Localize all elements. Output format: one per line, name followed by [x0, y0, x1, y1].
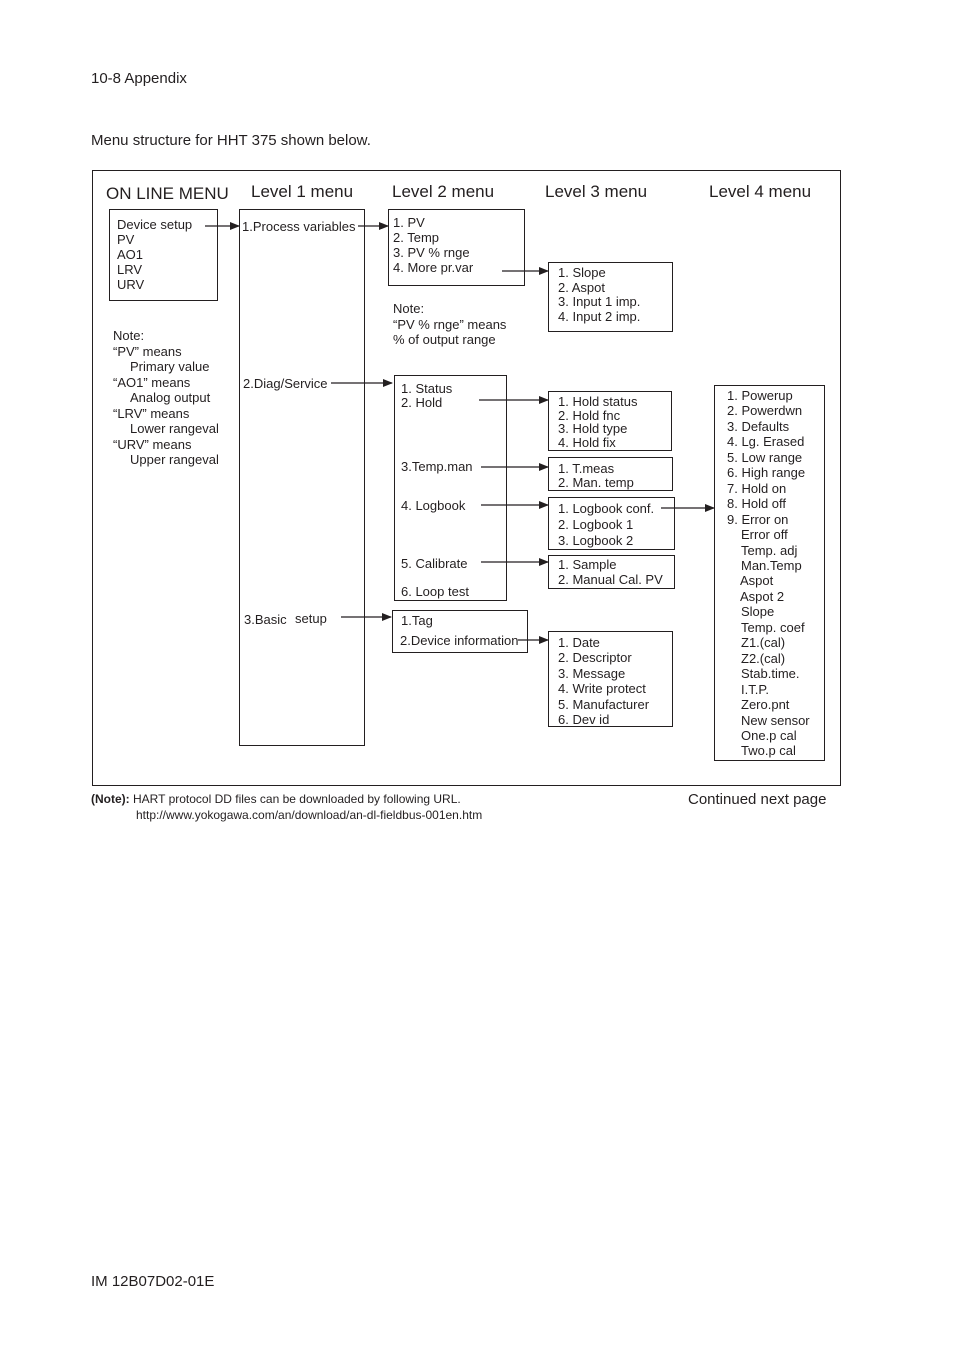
level3-item-manufacturer[interactable]: 5. Manufacturer [558, 696, 650, 712]
level1-item-diag-service[interactable]: 2.Diag/Service [243, 376, 328, 391]
level4-item[interactable]: New sensor [741, 712, 810, 728]
level3-item-logbook-conf[interactable]: 1. Logbook conf. [558, 501, 655, 516]
level4-item[interactable]: 6. High range [727, 465, 806, 481]
level3-item-input2[interactable]: 4. Input 2 imp. [558, 308, 641, 324]
level3-devinfo-list [558, 635, 649, 727]
level3-item-input1[interactable]: 3. Input 1 imp. [558, 294, 641, 310]
level2-item-hold[interactable]: 2. Hold [401, 395, 443, 410]
level3-item-man-temp[interactable]: 2. Man. temp [558, 474, 634, 490]
level4-item[interactable]: Man.Temp [741, 557, 802, 573]
level3-morepr-list [558, 266, 640, 324]
pv-note-line: Note: [393, 301, 425, 316]
online-item-device-setup[interactable]: Device setup [117, 217, 193, 232]
level2-item-status[interactable]: 1. Status [401, 381, 453, 396]
level2-item-loop-test[interactable]: 6. Loop test [401, 584, 469, 599]
level2-item-temp-man[interactable]: 3.Temp.man [401, 459, 473, 474]
level4-item[interactable]: Temp. adj [741, 542, 798, 558]
level4-item[interactable]: Zero.pnt [741, 697, 790, 713]
level3-tempman-list [558, 462, 634, 489]
level2-item-pv-rnge[interactable]: 3. PV % rnge [393, 245, 470, 260]
online-note-line: Upper rangeval [130, 452, 219, 467]
document-id: IM 12B07D02-01E [91, 1273, 215, 1290]
level2-item-calibrate[interactable]: 5. Calibrate [401, 556, 468, 571]
online-item-pv[interactable]: PV [117, 232, 135, 247]
level4-item[interactable]: Stab.time. [741, 666, 800, 682]
footer-note-text: HART protocol DD files can be downloaded by following URL. [133, 792, 461, 806]
level4-item[interactable]: Temp. coef [741, 619, 805, 635]
level4-item[interactable]: Slope [741, 604, 775, 620]
level3-hold-list [558, 395, 638, 449]
pv-note [393, 301, 506, 348]
level2-item-temp[interactable]: 2. Temp [393, 230, 440, 245]
pv-note-line: % of output range [393, 332, 496, 347]
level3-item-descriptor[interactable]: 2. Descriptor [558, 650, 632, 666]
level3-item-slope[interactable]: 1. Slope [558, 265, 606, 280]
level3-item-hold-status[interactable]: 1. Hold status [558, 394, 638, 409]
level3-item-message[interactable]: 3. Message [558, 665, 626, 681]
level3-item-dev-id[interactable]: 6. Dev id [558, 712, 610, 728]
footer-note-url[interactable]: http://www.yokogawa.com/an/download/an-dl-fieldbus-001en.htm [136, 808, 483, 822]
level2-item-pv[interactable]: 1. PV [393, 215, 425, 230]
level4-item[interactable]: 9. Error on [727, 511, 789, 527]
online-note [113, 328, 219, 468]
level3-item-hold-fnc[interactable]: 2. Hold fnc [558, 407, 621, 423]
heading-level2: Level 2 menu [392, 182, 495, 201]
continued-next-page: Continued next page [688, 791, 827, 808]
level3-item-sample[interactable]: 1. Sample [558, 557, 617, 572]
level3-item-t-meas[interactable]: 1. T.meas [558, 461, 615, 476]
online-item-lrv[interactable]: LRV [117, 262, 143, 277]
intro-text: Menu structure for HHT 375 shown below. [91, 132, 371, 149]
online-note-line: “URV” means [113, 436, 192, 452]
level2-item-tag[interactable]: 1.Tag [401, 613, 433, 628]
heading-level3: Level 3 menu [545, 182, 648, 201]
level3-item-aspot[interactable]: 2. Aspot [558, 279, 605, 295]
footer-note-label: (Note): [91, 792, 130, 806]
level4-item[interactable]: Z1.(cal) [741, 635, 786, 651]
level4-item[interactable]: 2. Powerdwn [727, 403, 803, 419]
level4-item[interactable]: One.p cal [741, 727, 797, 743]
level4-item[interactable]: 5. Low range [727, 449, 803, 465]
online-note-line: Primary value [130, 359, 210, 374]
page-header: 10-8 Appendix [91, 70, 187, 87]
level4-item[interactable]: 4. Lg. Erased [727, 434, 805, 450]
level4-item[interactable]: Two.p cal [741, 743, 796, 759]
level4-item[interactable]: Aspot [740, 573, 774, 589]
online-item-urv[interactable]: URV [117, 277, 145, 292]
level1-item-process-variables[interactable]: 1.Process variables [242, 219, 356, 234]
online-note-line: “AO1” means [113, 374, 191, 390]
level3-item-write-protect[interactable]: 4. Write protect [558, 681, 646, 697]
level3-item-hold-type[interactable]: 3. Hold type [558, 421, 628, 436]
level3-item-date[interactable]: 1. Date [558, 635, 600, 650]
level2-item-device-information[interactable]: 2.Device information [400, 633, 519, 648]
level2-item-logbook[interactable]: 4. Logbook [401, 498, 466, 513]
footer-note [91, 792, 461, 806]
heading-level4: Level 4 menu [709, 182, 812, 201]
level4-item[interactable]: Z2.(cal) [741, 650, 786, 666]
level4-item[interactable]: 1. Powerup [727, 388, 793, 403]
online-note-line: “LRV” means [113, 405, 190, 421]
level4-list [727, 388, 810, 759]
online-note-title: Note: [113, 328, 145, 343]
level2-item-more-pr-var[interactable]: 4. More pr.var [393, 260, 474, 275]
online-menu-list [117, 217, 192, 292]
level3-item-manual-cal-pv[interactable]: 2. Manual Cal. PV [558, 572, 663, 587]
level1-item-basic-setup[interactable]: setup [295, 611, 327, 626]
level4-item[interactable]: 3. Defaults [727, 418, 790, 434]
level3-item-hold-fix[interactable]: 4. Hold fix [558, 434, 616, 450]
level4-item[interactable]: 7. Hold on [727, 480, 787, 496]
level2-process-list [393, 215, 473, 275]
level3-calibrate-list [558, 557, 663, 587]
pv-note-line: “PV % rnge” means [393, 316, 507, 332]
level4-item[interactable]: Error off [741, 527, 788, 543]
level3-item-logbook2[interactable]: 3. Logbook 2 [558, 533, 634, 548]
heading-level1: Level 1 menu [251, 182, 354, 201]
online-note-line: Analog output [130, 390, 211, 405]
online-note-line: “PV” means [113, 343, 182, 359]
level1-item-basic[interactable]: 3.Basic [244, 612, 287, 627]
level3-item-logbook1[interactable]: 2. Logbook 1 [558, 517, 634, 532]
level3-logbook-list [558, 501, 654, 549]
online-item-ao1[interactable]: AO1 [117, 247, 144, 262]
level4-item[interactable]: I.T.P. [741, 681, 769, 697]
online-note-line: Lower rangeval [130, 421, 219, 436]
level4-item[interactable]: 8. Hold off [727, 496, 787, 512]
level4-item[interactable]: Aspot 2 [740, 588, 785, 604]
heading-online-menu: ON LINE MENU [106, 184, 229, 203]
